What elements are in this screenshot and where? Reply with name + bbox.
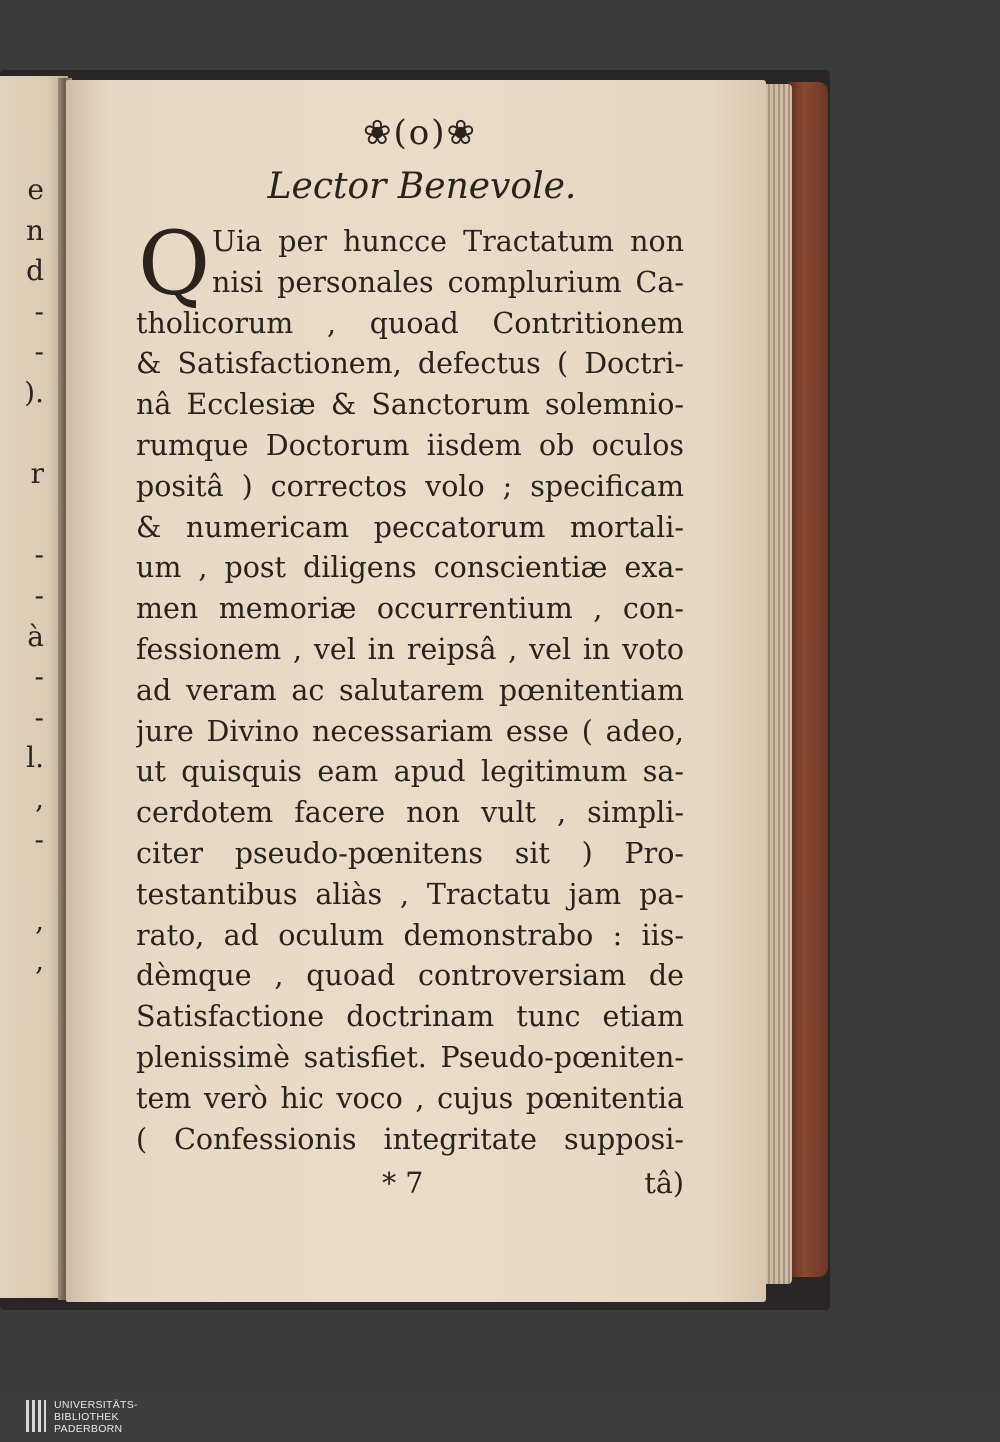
left-text-fragment: ). bbox=[24, 375, 44, 409]
text-line: & numericam peccatorum mortali- bbox=[136, 510, 684, 544]
left-text-fragment: - bbox=[34, 538, 44, 572]
left-text-fragment bbox=[0, 495, 60, 536]
left-text-fragment: n bbox=[25, 213, 44, 247]
left-text-fragment bbox=[0, 860, 60, 901]
text-line: tholicorum , quoad Contritionem bbox=[136, 306, 684, 340]
catchword: tâ) bbox=[644, 1167, 684, 1201]
text-line: rumque Doctorum iisdem ob oculos bbox=[136, 428, 684, 462]
library-logo-text bbox=[54, 1399, 138, 1435]
text-line: nâ Ecclesiæ & Sanctorum solemnio- bbox=[136, 388, 684, 422]
library-footer bbox=[0, 1392, 1000, 1442]
text-line: tem verò hic voco , cujus pœnitentia bbox=[136, 1081, 684, 1115]
left-text-fragment bbox=[0, 982, 60, 1023]
body-text bbox=[136, 212, 684, 1160]
header-ornament: ❀(o)❀ bbox=[363, 113, 477, 153]
text-line: testantibus aliàs , Tractatu jam pa- bbox=[136, 877, 684, 911]
left-page-text-fragments bbox=[0, 170, 60, 1022]
text-line: fessionem , vel in reipsâ , vel in voto bbox=[136, 632, 684, 666]
page-footer-line bbox=[136, 1164, 684, 1204]
text-line: Satisfactione doctrinam tunc etiam bbox=[136, 1000, 684, 1034]
left-text-fragment bbox=[0, 414, 60, 455]
text-line: um , post diligens conscientiæ exa- bbox=[136, 551, 684, 585]
left-text-fragment: e bbox=[27, 173, 44, 206]
text-line: plenissimè satisfiet. Pseudo-pœniten- bbox=[136, 1040, 684, 1074]
text-line: cerdotem facere non vult , simpli- bbox=[136, 796, 684, 830]
text-line: rato, ad oculum demonstrabo : iis- bbox=[136, 918, 684, 952]
left-text-fragment: , bbox=[35, 903, 44, 937]
left-text-fragment: d bbox=[26, 254, 44, 288]
page-content bbox=[136, 110, 684, 1204]
text-line: ( Confessionis integritate supposi- bbox=[136, 1122, 684, 1156]
text-line: Uia per huncce Tractatum non bbox=[212, 225, 684, 258]
left-text-fragment: à bbox=[27, 619, 44, 653]
book-spine bbox=[788, 82, 828, 1277]
text-line: & Satisfactionem, defectus ( Doctri- bbox=[136, 347, 684, 381]
text-line: citer pseudo-pœnitens sit ) Pro- bbox=[136, 836, 684, 870]
left-text-fragment: - bbox=[34, 294, 44, 328]
signature-mark: * 7 bbox=[382, 1167, 424, 1201]
left-text-fragment: - bbox=[34, 660, 44, 694]
library-logo-icon bbox=[26, 1400, 46, 1432]
text-line: men memoriæ occurrentium , con- bbox=[136, 592, 684, 626]
logo-line: BIBLIOTHEK bbox=[54, 1411, 119, 1423]
text-line: dèmque , quoad controversiam de bbox=[136, 959, 684, 993]
left-text-fragment: , bbox=[35, 944, 44, 978]
logo-line: PADERBORN bbox=[54, 1423, 123, 1435]
text-line: jure Divino necessariam esse ( adeo, bbox=[136, 714, 684, 748]
left-text-fragment: - bbox=[34, 700, 44, 734]
left-text-fragment: - bbox=[34, 335, 44, 369]
left-text-fragment: , bbox=[35, 781, 44, 815]
text-line: positâ ) correctos volo ; specificam bbox=[136, 469, 684, 503]
text-line: ad veram ac salutarem pœnitentiam bbox=[136, 673, 684, 707]
left-text-fragment: - bbox=[34, 578, 44, 612]
text-line: nisi personales complurium Ca- bbox=[212, 265, 684, 299]
drop-capital: Q bbox=[138, 212, 211, 315]
left-text-fragment: l. bbox=[26, 741, 44, 775]
text-line: ut quisquis eam apud legitimum sa- bbox=[136, 755, 684, 789]
left-text-fragment: r bbox=[30, 457, 44, 491]
page-heading: Lector Benevole. bbox=[267, 166, 577, 207]
left-text-fragment: - bbox=[34, 822, 44, 856]
logo-line: UNIVERSITÄTS- bbox=[54, 1399, 138, 1411]
